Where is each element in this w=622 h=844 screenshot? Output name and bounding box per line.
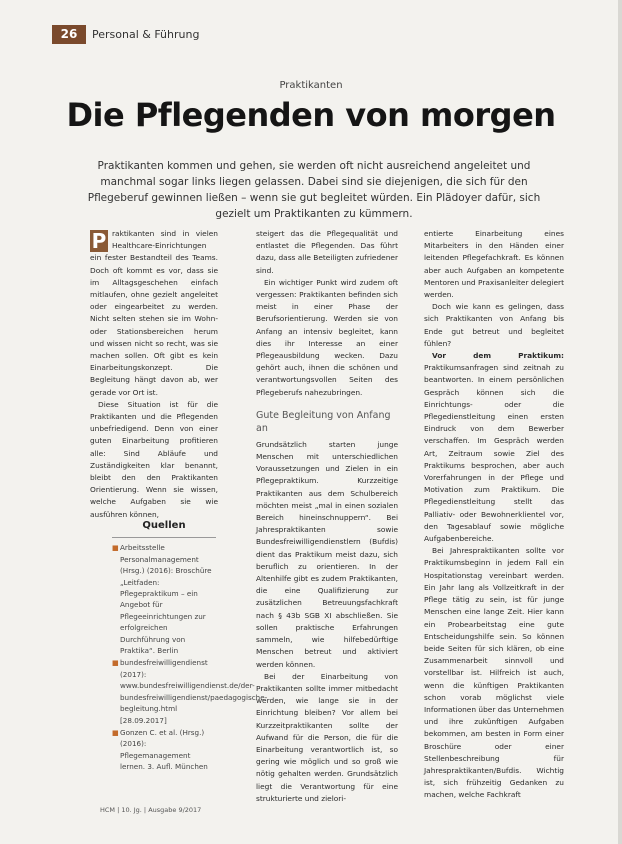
paragraph: steigert das die Pflegequalität und entlastet die Pflegenden. Das führt dazu, dass alle Beteiligten zufriedener sind. [256, 229, 398, 275]
paragraph: Grundsätzlich starten junge Menschen mit unterschiedlichen Voraussetzungen und Zielen in ein Pflegepraktikum. Kurzzeitige Praktikanten aus dem Schulbereich möchten meist „mal in einen sozialen Bereich hineinschnuppern“. Bei Jahrespraktikanten sowie Bundesfreiwilligendienstlern (Bufdis) dient das Praktikum meist dazu, sich beruflich zu orientieren. In der Altenhilfe gibt es zudem Praktikanten, die eine Qualifizierung zur zusätzlichen Betreuungsfachkraft nach § 43b SGB XI abschließen. Sie sollen praktische Erfahrungen sammeln, wie hilfebedürftige Menschen betreut und aktiviert werden können. [256, 439, 398, 669]
article-title: Die Pflegenden von morgen [66, 96, 556, 134]
article-kicker: Praktikanten [279, 80, 343, 91]
source-text: Gonzen C. et al. (Hrsg.) (2016): Pflegemanagement lernen. 3. Aufl. München [120, 727, 208, 772]
paragraph: Diese Situation ist für die Praktikanten und die Pflegenden unbefriedigend. Denn von einer guten Einarbeitung profitieren alle: Sind Abläufe und Zuständigkeiten klar benannt, bleibt den den Praktikanten Orientierung. Wenn sie wissen, welche Aufgaben sie wie ausführen können, [90, 399, 218, 519]
source-item [112, 727, 216, 773]
article-lead: Praktikanten kommen und gehen, sie werden oft nicht ausreichend angeleitet und manchmal sogar links liegen gelassen. Dabei sind sie diejenigen, die sich für den Pflegeberuf gewinnen ließen – wenn sie gut begleitet würden. Ein Plädoyer dafür, sich gezielt um Praktikanten zu kümmern. [87, 160, 541, 220]
sources-title: Quellen [142, 520, 186, 531]
paragraph-text: raktikanten sind in vielen Healthcare-Einrichtungen ein fester Bestandteil des Teams. Doch oft kommt es vor, dass sie im Alltagsgeschehen einfach mitlaufen, ohne gezielt angeleitet oder eingearbeitet zu werden. Nicht selten stehen sie im Wohn- oder Stationsbereichen herum und wissen nicht so recht, was sie machen sollen. Oft gibt es kein Einarbeitungskonzept. Die Begleitung hängt davon ab, wer gerade vor Ort ist. [90, 229, 218, 397]
body-column-3 [424, 228, 564, 802]
inline-heading: Vor dem Praktikum: [432, 351, 564, 361]
body-column-1 [90, 228, 218, 521]
paragraph: entierte Einarbeitung eines Mitarbeiters in den Händen einer leitenden Pflegefachkraft. Es können aber auch Aufgaben an kompetente Mentoren und Praxisanleiter delegiert werden. [424, 229, 564, 300]
dropcap: P [91, 229, 107, 253]
paragraph: Bei der Einarbeitung von Praktikanten sollte immer mitbedacht werden, wie lange sie in der Einrichtung bleiben? Vor allem bei Kurzzeitpraktikanten sollte der Aufwand für die Person, die für die Einarbeitung verantwortlich ist, so gering wie möglich und so groß wie nötig gehalten werden. Grundsätzlich liegt die Verantwortung für eine strukturierte und zielori- [256, 671, 398, 803]
body-column-2 [256, 228, 398, 805]
page-header [52, 24, 199, 44]
paragraph [90, 228, 218, 399]
paragraph: Bei Jahrespraktikanten sollte vor Praktikumsbeginn in jedem Fall ein Hospitationstag vereinbart werden. Ein Jahr lang als Vollzeitkraft in der Pflege tätig zu sein, ist für junge Menschen eine lange Zeit. Hier kann ein Probearbeitstag eine gute Entscheidungshilfe sein. So können beide Seiten für sich klären, ob eine Zusammenarbeit sinnvoll und vorstellbar ist. Hilfreich ist auch, wenn die künftigen Praktikanten schon vorab möglichst viele Informationen über das Unternehmen und ihre zukünftigen Aufgaben bekommen, am besten in Form einer Broschüre oder einer Stellenbeschreibung für Jahrespraktikanten/Bufdis. Wichtig ist, sich frühzeitig Gedanken zu machen, welche Fachkraft [424, 546, 564, 800]
bullet-icon: ■ [112, 727, 119, 737]
subheading: Gute Begleitung von Anfang an [256, 409, 391, 434]
section-title: Personal & Führung [92, 27, 200, 41]
paragraph: Ein wichtiger Punkt wird zudem oft vergessen: Praktikanten befinden sich meist in einer Phase der Berufsorientierung. Werden sie von Anfang an intensiv begleitet, kann dies ihr Interesse an einer Pflegeausbildung wecken. Dazu gehört auch, ihnen die schönen und verantwortungsvollen Seiten des Pflegeberufs nahezubringen. [256, 277, 398, 397]
bullet-icon: ■ [112, 543, 119, 553]
sources-box [112, 520, 268, 774]
divider [112, 537, 216, 538]
bullet-icon: ■ [112, 658, 119, 668]
paragraph: Doch wie kann es gelingen, dass sich Praktikanten von Anfang bis Ende gut betreut und begleitet fühlen? [424, 302, 564, 348]
source-item [112, 542, 216, 656]
paragraph-text: Praktikumsanfragen sind zeitnah zu beantworten. In einem persönlichen Gespräch können sich die Einrichtungs- oder die Pflegedienstleitung einen ersten Eindruck von dem Bewerber verschaffen. Im Gespräch werden Art, Zeitraum sowie Ziel des Praktikums besprochen, aber auch Vorerfahrungen in der Pflege und Motivation zum Praktikum. Die Pflegedienstleitung stellt das Palliativ- oder Bewohnerklientel vor, den Tagesablauf sowie mögliche Aufgabenbereiche. [424, 363, 564, 544]
page-number: 26 [52, 25, 86, 44]
paragraph [424, 350, 564, 545]
page-footer: HCM | 10. Jg. | Ausgabe 9/2017 [100, 806, 202, 814]
source-text: bundesfreiwilligendienst (2017): www.bundesfreiwilligendienst.de/der-bundesfreiwilligendienst/paedagogische-begleitung.html [28.09.2017] [120, 658, 268, 725]
source-item [112, 657, 268, 725]
source-text: Arbeitsstelle Personalmanagement (Hrsg.) (2016): Broschüre „Leitfaden: Pflegepraktikum – ein Angebot für Pflegeeinrichtungen zur erfolgreichen Durchführung von Praktika“. Berlin [120, 543, 212, 656]
